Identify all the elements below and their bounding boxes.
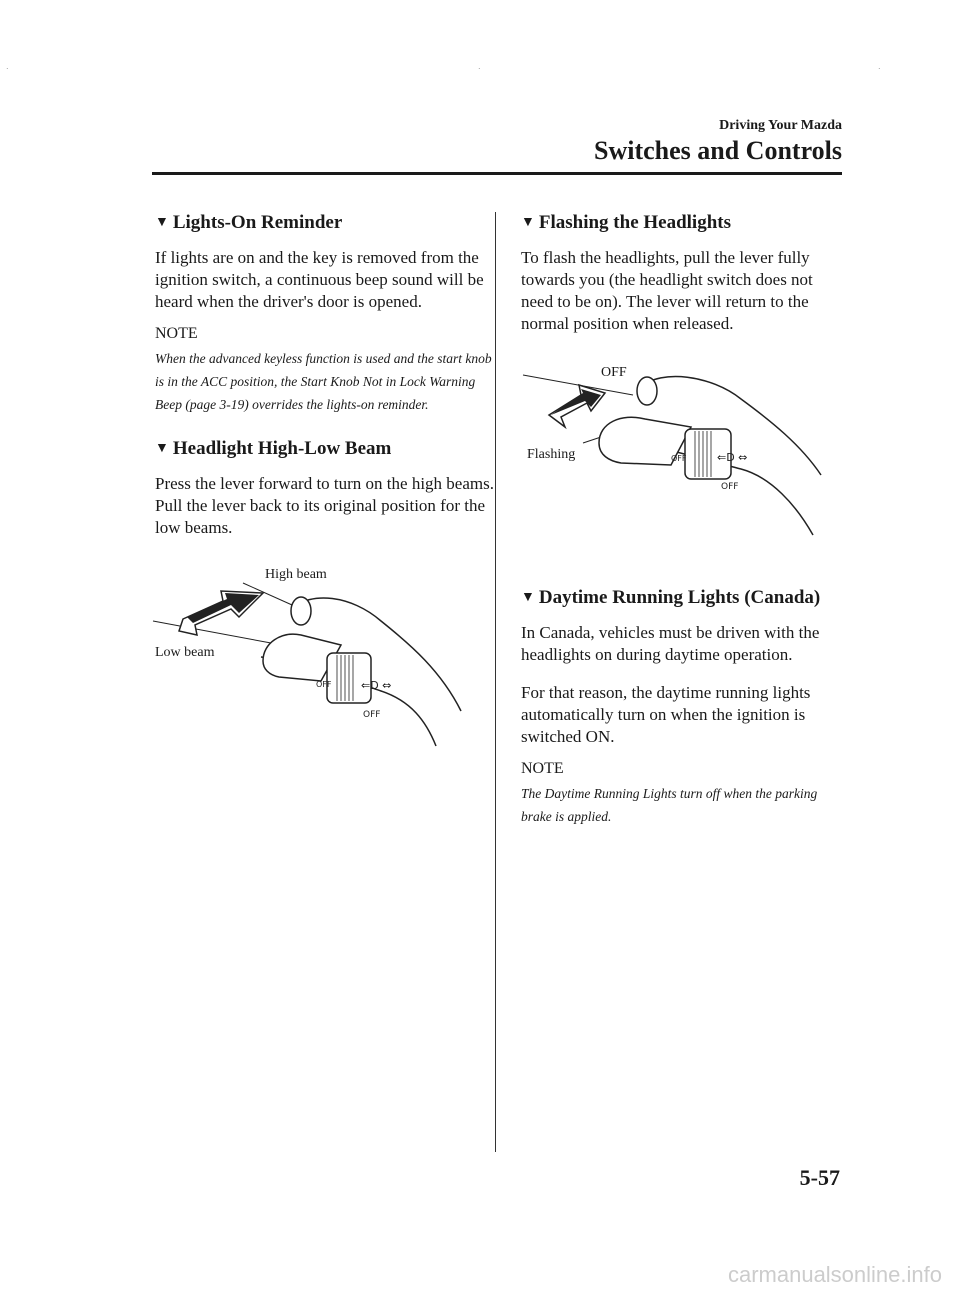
beam-body-1: Press the lever forward to turn on the high beams. xyxy=(155,473,494,493)
crop-mark: . xyxy=(878,62,881,71)
svg-text:OFF: OFF xyxy=(721,481,739,492)
header-title: Switches and Controls xyxy=(593,136,842,165)
flash-body: To flash the headlights, pull the lever fully towards you (the headlight switch does not need to be on). The lever will return to the normal position when released. xyxy=(521,247,813,333)
flashing-figure xyxy=(521,365,841,555)
high-low-beam-figure xyxy=(151,561,471,751)
high-beam-label: High beam xyxy=(265,566,327,582)
triangle-down-icon: ▼ xyxy=(155,440,169,456)
svg-text:OFF: OFF xyxy=(316,679,332,689)
off-label: OFF xyxy=(601,364,627,380)
section-heading-lights-on-reminder: ▼ Lights-On Reminder xyxy=(155,212,343,233)
section-heading-daytime-running-lights: ▼ Daytime Running Lights (Canada) xyxy=(521,586,821,608)
section-heading-flashing-headlights: ▼ Flashing the Headlights xyxy=(521,212,732,233)
svg-text:OFF: OFF xyxy=(363,709,381,720)
section-heading-high-low-beam: ▼ Headlight High-Low Beam xyxy=(155,437,392,459)
triangle-down-icon: ▼ xyxy=(155,215,169,230)
flashing-label: Flashing xyxy=(527,446,576,462)
low-beam-label: Low beam xyxy=(155,644,215,660)
svg-text:⇐D ⇔: ⇐D ⇔ xyxy=(717,450,748,464)
header-rule xyxy=(152,172,842,175)
crop-mark: . xyxy=(478,62,481,71)
crop-mark: . xyxy=(6,62,9,71)
header-subtitle: Driving Your Mazda xyxy=(719,118,842,133)
svg-text:⇐D ⇔: ⇐D ⇔ xyxy=(361,678,392,692)
page-number: 5-57 xyxy=(799,1165,840,1190)
triangle-down-icon: ▼ xyxy=(521,215,535,230)
column-divider xyxy=(495,212,496,1152)
watermark: carmanualsonline.info xyxy=(727,1262,942,1287)
reminder-body: If lights are on and the key is removed from the ignition switch, a continuous beep sound will be heard when the driver's door is opened. xyxy=(155,247,484,311)
note-body: The Daytime Running Lights turn off when the parking brake is applied. xyxy=(521,785,818,824)
right-column xyxy=(521,212,846,842)
drl-body-2: For that reason, the daytime running lights automatically turn on when the ignition is switched ON. xyxy=(521,682,811,746)
left-column xyxy=(155,212,495,751)
triangle-down-icon: ▼ xyxy=(521,589,535,605)
svg-text:OFF: OFF xyxy=(671,453,687,463)
note-label: NOTE xyxy=(155,324,198,342)
drl-body-1: In Canada, vehicles must be driven with the headlights on during daytime operation. xyxy=(521,622,820,664)
beam-body-2: Pull the lever back to its original position for the low beams. xyxy=(155,495,486,537)
note-label: NOTE xyxy=(521,759,564,777)
note-body: When the advanced keyless function is used and the start knob is in the ACC position, the Start Knob Not in Lock Warning Beep (page 3-19) overrides the lights-on reminder. xyxy=(155,350,492,412)
